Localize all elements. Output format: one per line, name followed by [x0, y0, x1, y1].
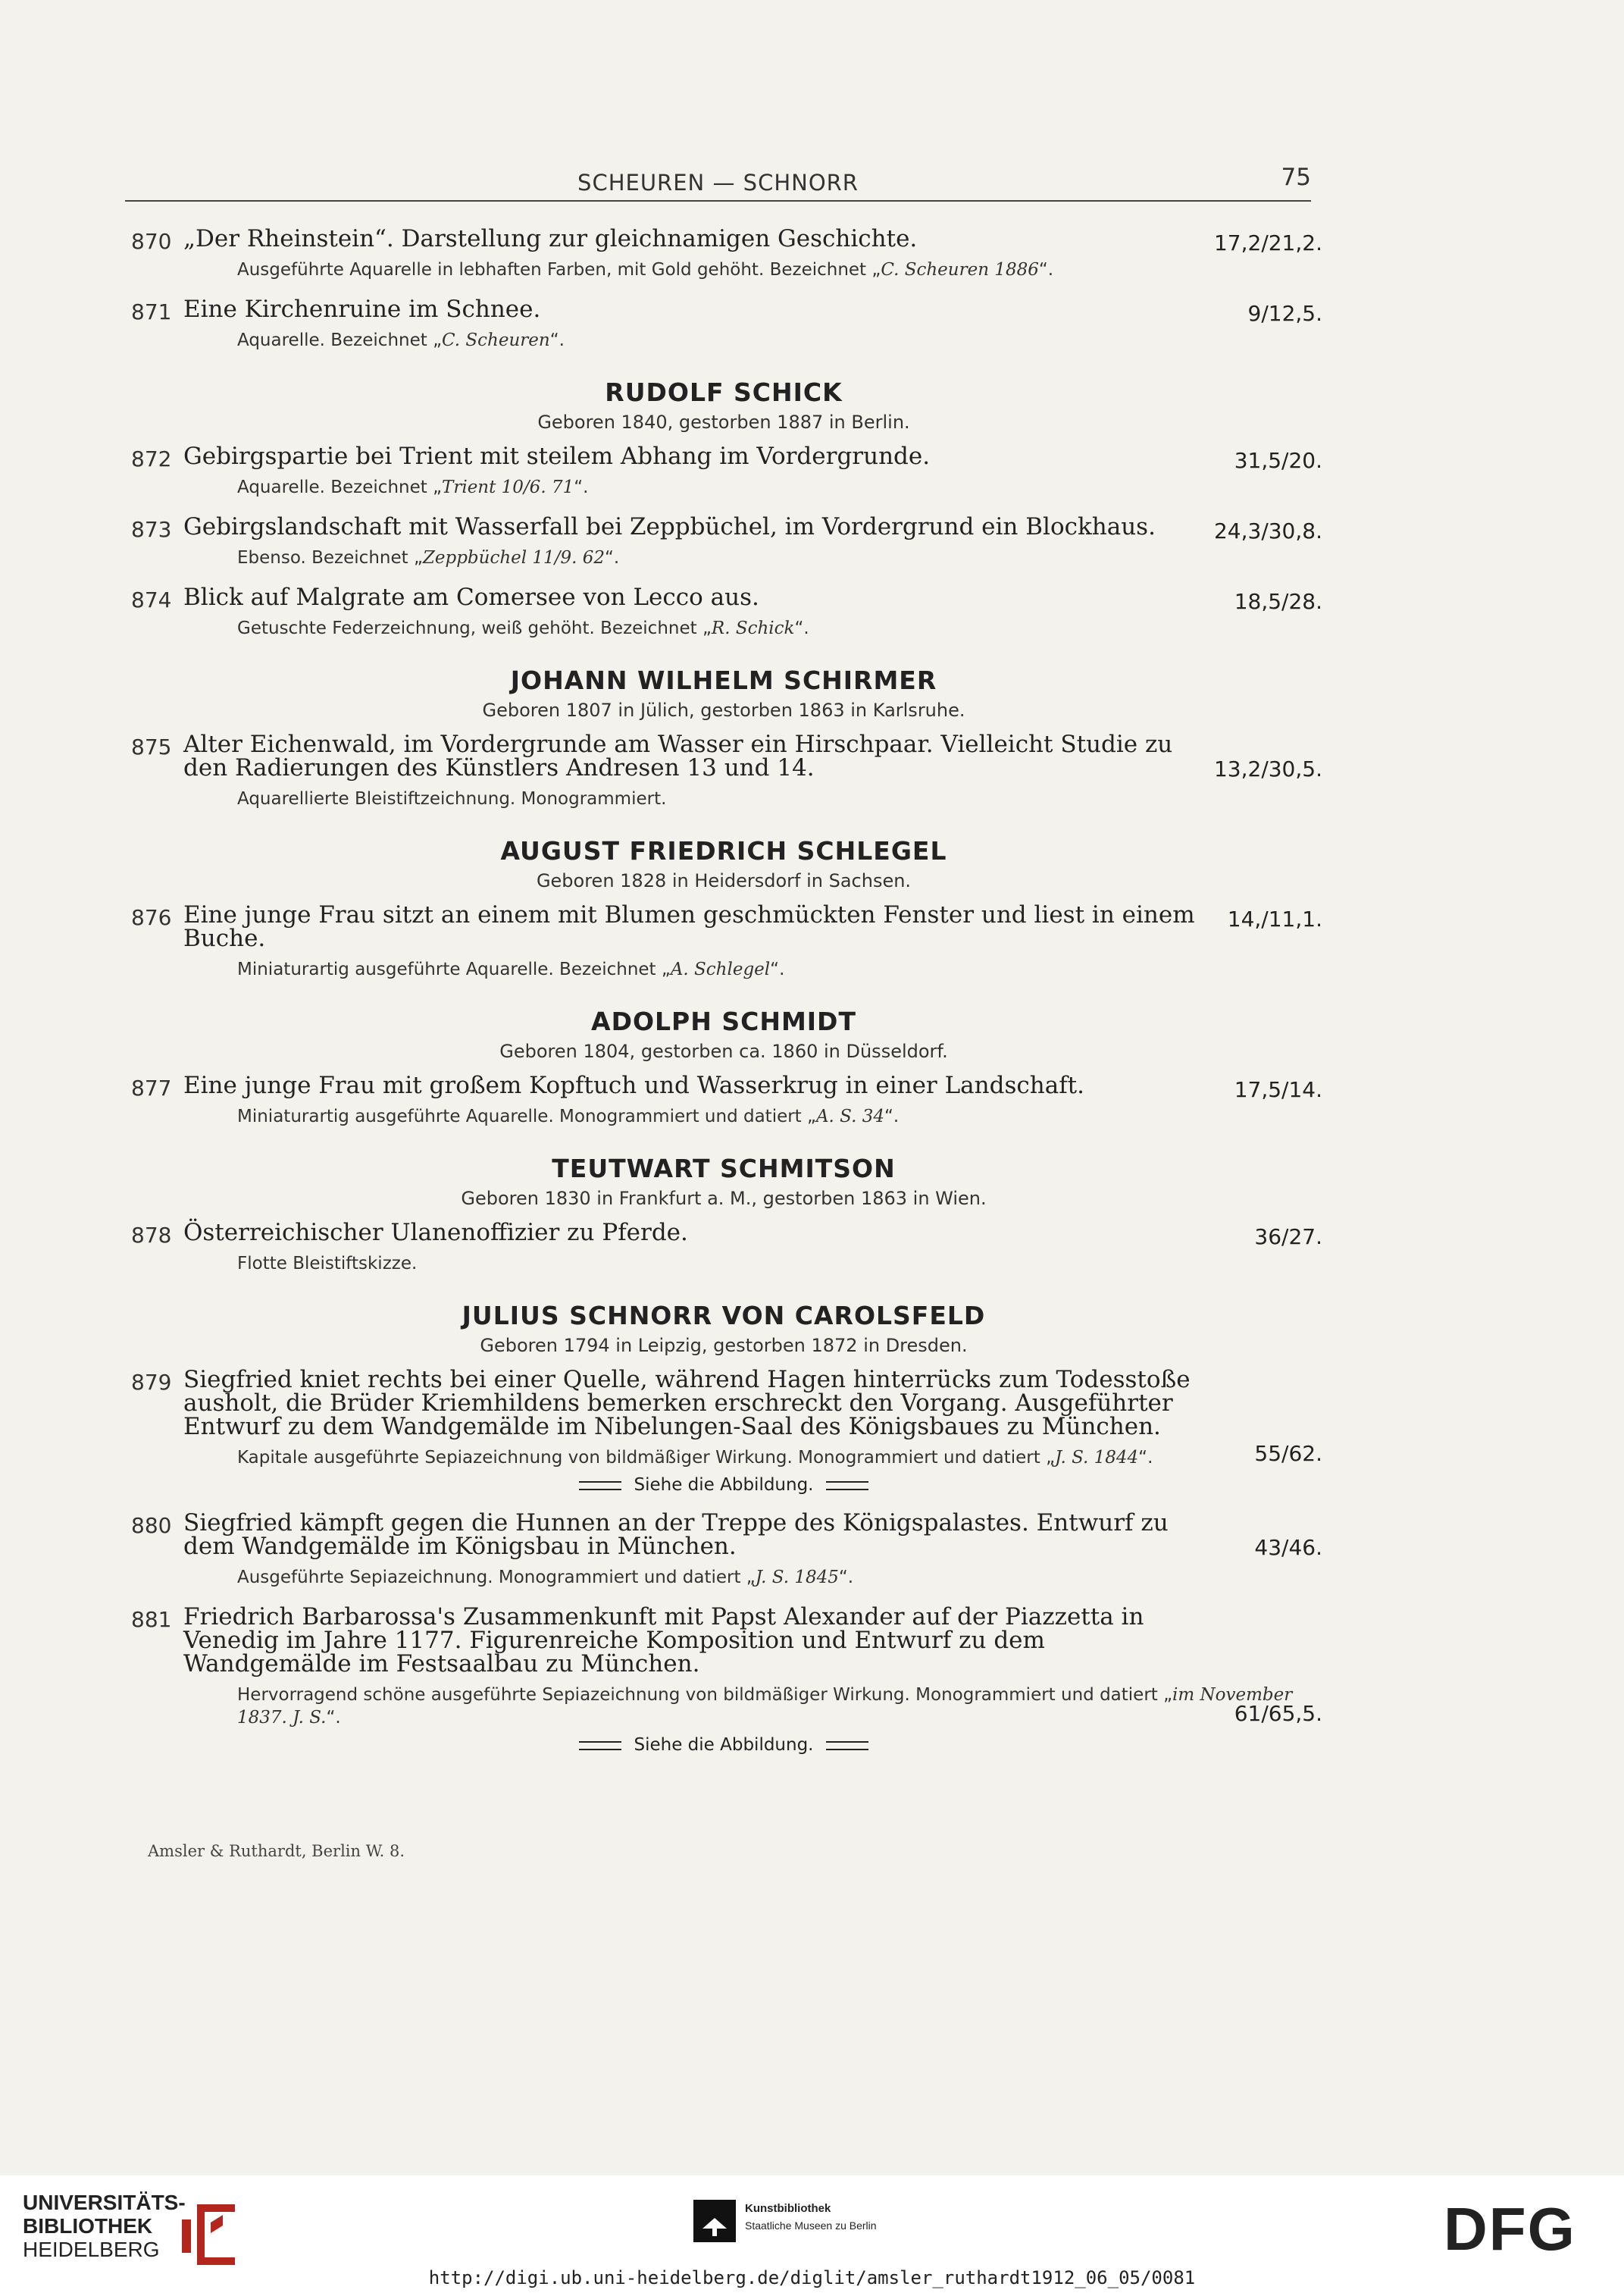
entry-note: Ausgeführte Sepiazeichnung. Monogrammiert und datiert „J. S. 1845“.	[237, 1568, 854, 1587]
artist-heading	[125, 666, 1322, 721]
entry-note: Aquarelle. Bezeichnet „C. Scheuren“.	[237, 330, 565, 350]
entry-dimensions: 9/12,5.	[1247, 301, 1322, 326]
entry-dimensions: 31,5/20.	[1234, 448, 1322, 473]
entry-number: 879	[131, 1370, 172, 1395]
kunstbibliothek-text: Kunstbibliothek Staatliche Museen zu Berlin	[745, 2202, 877, 2232]
entry-note: Miniaturartig ausgeführte Aquarelle. Monogrammiert und datiert „A. S. 34“.	[237, 1107, 900, 1126]
entry-title: Eine Kirchenruine im Schnee.	[183, 296, 541, 323]
entry-dimensions: 61/65,5.	[1234, 1701, 1322, 1726]
entry-dimensions: 55/62.	[1254, 1441, 1322, 1466]
see-figure-note: Siehe die Abbildung.	[125, 1475, 1322, 1495]
entry-dimensions: 13,2/30,5.	[1213, 757, 1322, 782]
entry-number: 881	[131, 1607, 172, 1632]
catalog-entry	[125, 1221, 1322, 1275]
entry-number: 876	[131, 905, 172, 930]
permalink-url[interactable]: http://digi.ub.uni-heidelberg.de/diglit/amsler_ruthardt1912_06_05/0081	[428, 2267, 1196, 2288]
entry-title: Friedrich Barbarossa's Zusammenkunft mit Papst Alexander auf der Piazzetta in Venedig im Jahre 1177. Figurenreiche Komposition und Entwurf zu dem Wandgemälde im Festsaalbau zu München.	[183, 1603, 1144, 1677]
entry-title: Österreichischer Ulanenoffizier zu Pferde.	[183, 1219, 688, 1246]
page-header	[125, 164, 1311, 202]
signature-text: C. Scheuren	[442, 330, 550, 350]
entry-dimensions: 14,/11,1.	[1227, 907, 1322, 932]
catalog-content	[125, 227, 1322, 1771]
catalog-entry	[125, 1368, 1322, 1495]
double-rule	[579, 1481, 621, 1490]
entry-number: 875	[131, 735, 172, 760]
publisher-imprint: Amsler & Ruthardt, Berlin W. 8.	[148, 1842, 405, 1860]
kunstbibliothek-emblem-icon	[693, 2200, 736, 2242]
artist-heading	[125, 377, 1322, 433]
double-rule	[579, 1741, 621, 1750]
entry-number: 873	[131, 517, 172, 542]
entry-note: Aquarelle. Bezeichnet „Trient 10/6. 71“.	[237, 478, 589, 497]
entry-number: 874	[131, 587, 172, 612]
catalog-entry	[125, 733, 1322, 810]
entry-dimensions: 36/27.	[1254, 1224, 1322, 1249]
catalog-entry	[125, 901, 1322, 981]
entry-dimensions: 17,2/21,2.	[1213, 230, 1322, 255]
artist-bio: Geboren 1794 in Leipzig, gestorben 1872 in Dresden.	[480, 1335, 968, 1356]
entry-note: Flotte Bleistiftskizze.	[237, 1254, 418, 1273]
svg-text:DFG: DFG	[1444, 2203, 1576, 2256]
catalog-entry	[125, 445, 1322, 499]
entry-dimensions: 24,3/30,8.	[1213, 518, 1322, 543]
digitization-footer	[0, 2176, 1624, 2293]
double-rule	[826, 1741, 868, 1750]
signature-text: R. Schick	[711, 619, 795, 638]
page-number: 75	[1281, 164, 1311, 191]
artist-bio: Geboren 1830 in Frankfurt a. M., gestorben 1863 in Wien.	[461, 1188, 987, 1209]
entry-note: Kapitale ausgeführte Sepiazeichnung von bildmäßiger Wirkung. Monogrammiert und datiert „J. S. 1844“.	[237, 1448, 1153, 1468]
entry-title: Eine junge Frau sitzt an einem mit Blumen geschmückten Fenster und liest in einem Buche.	[183, 901, 1195, 952]
entry-number: 877	[131, 1076, 172, 1101]
entry-title: Eine junge Frau mit großem Kopftuch und Wasserkrug in einer Landschaft.	[183, 1072, 1084, 1099]
artist-name: JOHANN WILHELM SCHIRMER	[510, 666, 937, 695]
signature-text: J. S. 1844	[1055, 1448, 1139, 1468]
artist-heading	[125, 1301, 1322, 1356]
dfg-logo-icon[interactable]	[1444, 2203, 1603, 2256]
entry-note: Ebenso. Bezeichnet „Zeppbüchel 11/9. 62“.	[237, 548, 620, 568]
entry-title: Siegfried kniet rechts bei einer Quelle, während Hagen hinterrücks zum Todesstoße ausholt, die Brüder Kriemhildens bemerken erschreckt den Vorgang. Ausgeführter Entwurf zu dem Wandgemälde im Nibelungen-Saal des Königsbaues zu München.	[183, 1366, 1191, 1440]
entry-note: Miniaturartig ausgeführte Aquarelle. Bezeichnet „A. Schlegel“.	[237, 960, 785, 979]
signature-text: im November 1837. J. S.	[237, 1685, 1293, 1728]
catalog-entry	[125, 227, 1322, 281]
entry-title: Siegfried kämpft gegen die Hunnen an der Treppe des Königspalastes. Entwurf zu dem Wandgemälde im Königsbau in München.	[183, 1509, 1169, 1560]
signature-text: A. Schlegel	[670, 960, 771, 979]
artist-name: RUDOLF SCHICK	[605, 377, 843, 407]
entry-title: Blick auf Malgrate am Comersee von Lecco aus.	[183, 584, 759, 611]
artist-name: AUGUST FRIEDRICH SCHLEGEL	[500, 836, 947, 866]
artist-name: JULIUS SCHNORR VON CAROLSFELD	[462, 1301, 986, 1330]
entry-note: Ausgeführte Aquarelle in lebhaften Farben, mit Gold gehöht. Bezeichnet „C. Scheuren 1886“.	[237, 260, 1054, 280]
artist-heading	[125, 1154, 1322, 1209]
entry-number: 870	[131, 229, 172, 254]
signature-text: C. Scheuren 1886	[881, 260, 1039, 280]
entry-dimensions: 18,5/28.	[1234, 589, 1322, 614]
entry-dimensions: 17,5/14.	[1234, 1077, 1322, 1102]
signature-text: J. S. 1845	[755, 1568, 839, 1587]
ub-heidelberg-logo[interactable]	[23, 2191, 186, 2261]
entry-dimensions: 43/46.	[1254, 1535, 1322, 1560]
entry-number: 878	[131, 1223, 172, 1248]
ub-emblem-icon	[167, 2192, 250, 2276]
signature-text: Zeppbüchel 11/9. 62	[422, 548, 605, 568]
entry-number: 872	[131, 446, 172, 471]
entry-title: Alter Eichenwald, im Vordergrunde am Wasser ein Hirschpaar. Vielleicht Studie zu den Radierungen des Künstlers Andresen 13 und 14.	[183, 731, 1173, 782]
kunstbibliothek-logo[interactable]	[693, 2200, 877, 2245]
catalog-entry	[125, 515, 1322, 569]
entry-note: Hervorragend schöne ausgeführte Sepiazeichnung von bildmäßiger Wirkung. Monogrammiert und datiert „im November 1837. J. S.“.	[237, 1685, 1293, 1728]
artist-bio: Geboren 1807 in Jülich, gestorben 1863 in Karlsruhe.	[482, 700, 965, 721]
artist-bio: Geboren 1840, gestorben 1887 in Berlin.	[537, 412, 910, 433]
running-head: SCHEUREN — SCHNORR	[577, 170, 859, 196]
ub-logo-text: UNIVERSITÄTS- BIBLIOTHEK HEIDELBERG	[23, 2191, 186, 2261]
catalog-entry	[125, 1605, 1322, 1755]
artist-name: ADOLPH SCHMIDT	[591, 1007, 856, 1036]
double-rule	[826, 1481, 868, 1490]
signature-text: Trient 10/6. 71	[442, 478, 574, 497]
entry-title: Gebirgslandschaft mit Wasserfall bei Zeppbüchel, im Vordergrund ein Blockhaus.	[183, 513, 1156, 540]
artist-heading	[125, 836, 1322, 891]
entry-note: Aquarellierte Bleistiftzeichnung. Monogrammiert.	[237, 789, 667, 809]
catalog-entry	[125, 1074, 1322, 1128]
entry-number: 871	[131, 299, 172, 324]
artist-bio: Geboren 1828 in Heidersdorf in Sachsen.	[536, 870, 912, 891]
artist-name: TEUTWART SCHMITSON	[552, 1154, 896, 1183]
artist-bio: Geboren 1804, gestorben ca. 1860 in Düsseldorf.	[499, 1041, 948, 1062]
catalog-entry	[125, 1511, 1322, 1589]
catalog-entry	[125, 586, 1322, 640]
entry-number: 880	[131, 1513, 172, 1538]
see-figure-note: Siehe die Abbildung.	[125, 1735, 1322, 1755]
entry-title: Gebirgspartie bei Trient mit steilem Abhang im Vordergrunde.	[183, 443, 931, 470]
entry-note: Getuschte Federzeichnung, weiß gehöht. Bezeichnet „R. Schick“.	[237, 619, 809, 638]
artist-heading	[125, 1007, 1322, 1062]
entry-title: „Der Rheinstein“. Darstellung zur gleichnamigen Geschichte.	[183, 225, 918, 252]
signature-text: A. S. 34	[815, 1107, 884, 1126]
catalog-entry	[125, 298, 1322, 352]
